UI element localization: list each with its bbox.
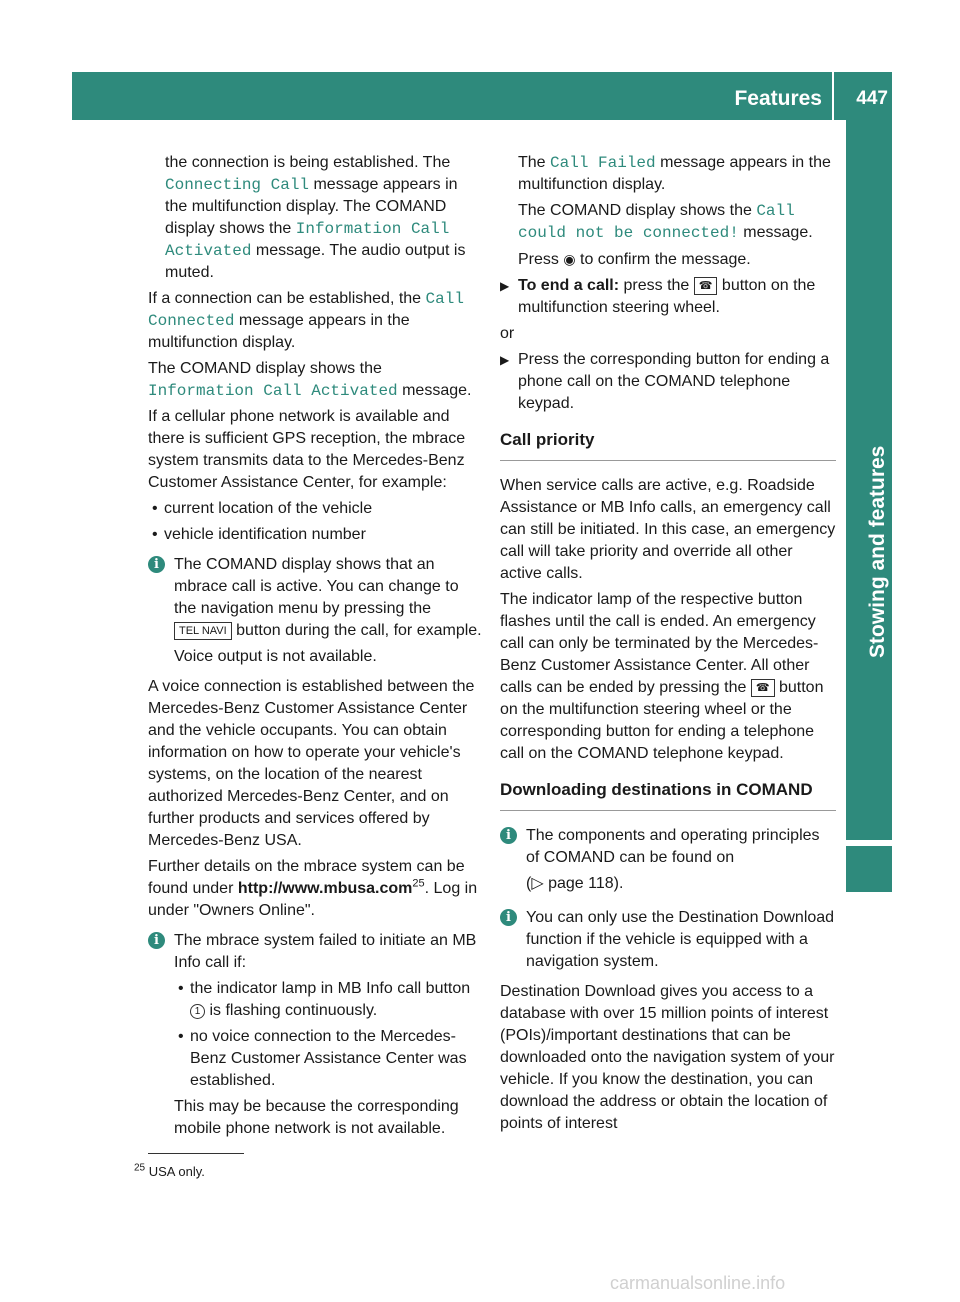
- section-heading: Downloading destinations in COMAND: [500, 779, 836, 811]
- bullet-icon: •: [178, 1028, 184, 1045]
- paragraph: Further details on the mbrace system can be found under http://www.mbusa.com$^{25}$. Log in under "Owners Online".: [148, 858, 478, 919]
- right-column: [500, 152, 836, 1139]
- bullet-icon: •: [152, 500, 158, 517]
- callout-number-icon: 1: [190, 1004, 205, 1019]
- paragraph: Destination Download gives you access to a database with over 15 million points of interest (POIs)/important destinations that can be downloaded onto the navigation system of your vehicle. If you know the destination, you can download the address or obtain the location of points of interest: [500, 983, 835, 1132]
- step-item: ▶ To end a call: press the ☎ button on the multifunction steering wheel.: [500, 275, 836, 319]
- header-divider: [832, 72, 834, 120]
- chapter-title: Features: [734, 87, 822, 110]
- list-item: • no voice connection to the Mercedes-Benz Customer Assistance Center was established.: [174, 1026, 483, 1092]
- paragraph: When service calls are active, e.g. Roadside Assistance or MB Info calls, an emergency call can still be initiated. In this case, an emergency call will take priority and override all other active calls.: [500, 477, 836, 582]
- step-arrow-icon: ▶: [500, 279, 510, 293]
- info-note: i The components and operating principles of COMAND can be found on (▷ page 118).: [500, 825, 836, 899]
- page-number: 447: [856, 88, 888, 109]
- paragraph: or: [500, 325, 515, 342]
- side-tab-label: Stowing and features: [866, 445, 889, 658]
- paragraph: The indicator lamp of the respective button flashes until the call is ended. An emergency call can only be terminated by the Mercedes-Benz Customer Assistance Center. All other calls can be ended by pressing the ☎ button on the multifunction steering wheel or the corresponding button for ending a telephone call on the COMAND telephone keypad.: [500, 591, 824, 762]
- end-call-button-icon: ☎: [751, 679, 775, 697]
- page-header: [72, 72, 892, 120]
- info-note: i The COMAND display shows that an mbrace call is active. You can change to the navigation menu by pressing the TEL NAVI button during the call, for example. Voice output is not available.: [148, 554, 483, 672]
- paragraph: Press ◉ to confirm the message.: [518, 248, 836, 271]
- section-heading: Call priority: [500, 429, 836, 461]
- info-icon: i: [148, 932, 165, 949]
- watermark: carmanualsonline.info: [610, 1273, 786, 1293]
- bullet-icon: •: [178, 980, 184, 997]
- paragraph: If a connection can be established, the Call Connected message appears in the multifunction display.: [148, 290, 464, 351]
- footnote-rule: [148, 1153, 244, 1154]
- paragraph: The COMAND display shows the Call could not be connected! message.: [518, 202, 813, 242]
- step-item: ▶ Press the corresponding button for ending a phone call on the COMAND telephone keypad.: [500, 349, 836, 415]
- info-icon: i: [148, 556, 165, 573]
- bullet-icon: •: [152, 526, 158, 543]
- paragraph: the connection is being established. The Connecting Call message appears in the multifunction display. The COMAND display shows the Information Call Activated message. The audio output is muted.: [165, 154, 466, 281]
- tel-navi-button-icon: TEL NAVI: [174, 622, 232, 640]
- footnote: $^{25}$ USA only.: [134, 1162, 205, 1179]
- step-arrow-icon: ▶: [500, 353, 510, 367]
- info-icon: i: [500, 827, 517, 844]
- info-note: i The mbrace system failed to initiate an MB Info call if: • the indicator lamp in MB Info call button 1 is flashing continuously. • no voice connection to the Mercedes-Benz Customer Assistance Center was established. This may be because the corresponding mobile phone network is not available.: [148, 930, 483, 1144]
- side-tab-square: [846, 846, 892, 892]
- paragraph: The COMAND display shows the Information Call Activated message.: [148, 360, 472, 400]
- list-item: • the indicator lamp in MB Info call button 1 is flashing continuously.: [174, 978, 483, 1022]
- info-icon: i: [500, 909, 517, 926]
- left-column: [148, 152, 483, 1148]
- list-item: • current location of the vehicle: [148, 498, 483, 520]
- end-call-button-icon: ☎: [694, 277, 718, 295]
- paragraph: The Call Failed message appears in the multifunction display.: [518, 154, 831, 193]
- paragraph: If a cellular phone network is available and there is sufficient GPS reception, the mbrace system transmits data to the Mercedes-Benz Customer Assistance Center, for example:: [148, 408, 466, 491]
- controller-knob-icon: ◉: [563, 251, 576, 267]
- link-text: http://www.mbusa.com: [237, 880, 413, 897]
- info-note: i You can only use the Destination Download function if the vehicle is equipped with a navigation system.: [500, 907, 836, 977]
- list-item: • vehicle identification number: [148, 524, 483, 546]
- paragraph: A voice connection is established between the Mercedes-Benz Customer Assistance Center and the vehicle occupants. You can obtain information on how to operate your vehicle's systems, on the location of the nearest authorized Mercedes-Benz Center, and on further products and services offered by Mercedes-Benz USA.: [148, 678, 475, 849]
